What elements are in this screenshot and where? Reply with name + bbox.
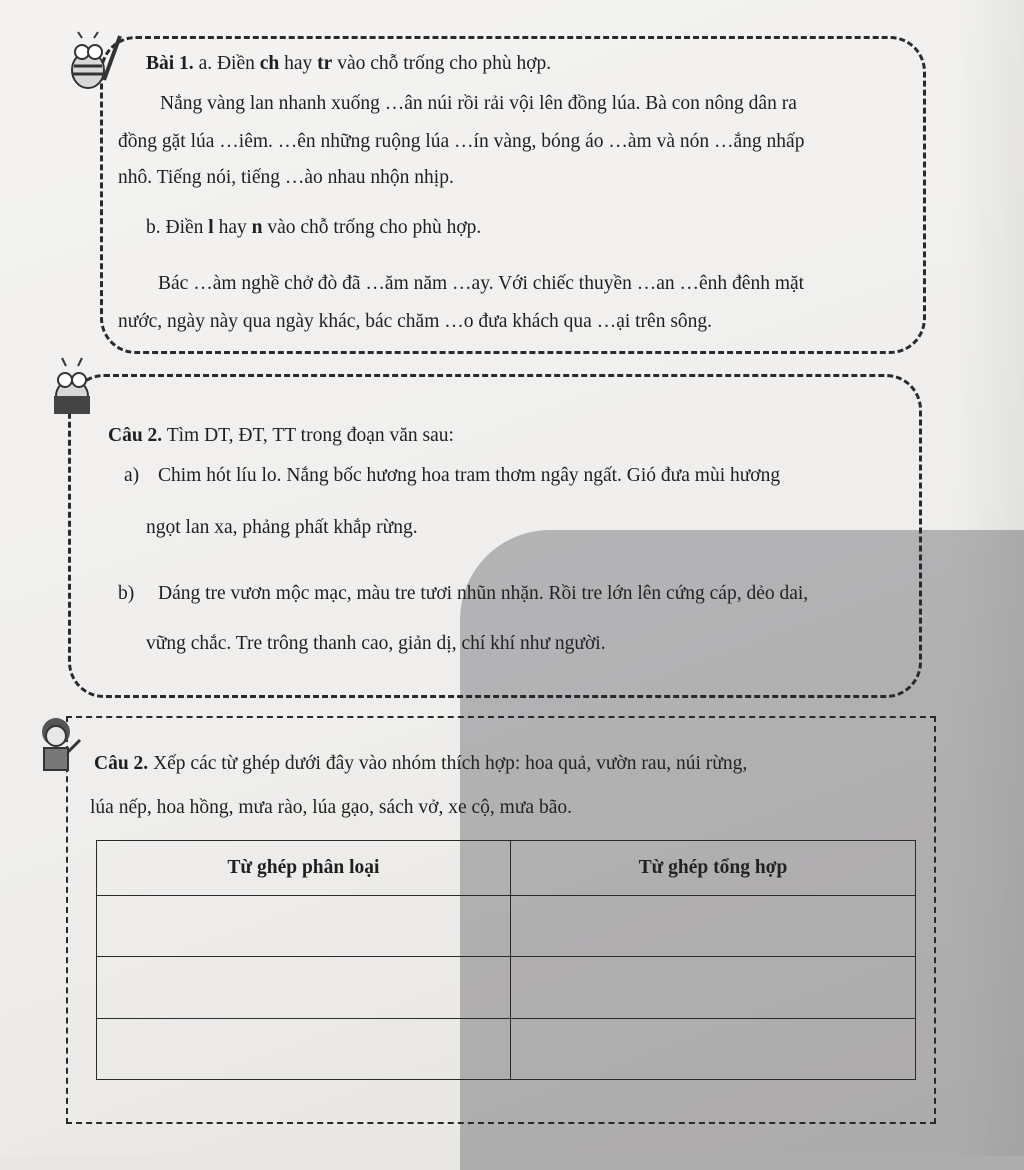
exercise-1b-heading: b. Điền l hay n vào chỗ trống cho phù hợp. bbox=[146, 217, 482, 238]
exercise-3-heading: Câu 2. Xếp các từ ghép dưới đây vào nhóm thích hợp: hoa quả, vườn rau, núi rừng, bbox=[94, 753, 748, 774]
bee-mascot-icon bbox=[58, 30, 122, 94]
exercise-2-heading: Câu 2. Tìm DT, ĐT, TT trong đoạn văn sau: bbox=[108, 425, 454, 446]
item-a-line: Chim hót líu lo. Nắng bốc hương hoa tram thơm ngây ngất. Gió đưa mùi hương bbox=[158, 465, 781, 486]
answer-cell[interactable] bbox=[510, 896, 915, 957]
exercise-1b-line: nước, ngày này qua ngày khác, bác chăm …o đưa khách qua …ại trên sông. bbox=[118, 311, 713, 332]
student-mascot-icon bbox=[26, 712, 90, 776]
exercise-3-word-list: lúa nếp, hoa hồng, mưa rào, lúa gạo, sách vở, xe cộ, mưa bão. bbox=[90, 797, 572, 818]
answer-cell[interactable] bbox=[97, 957, 511, 1018]
item-a-line: ngọt lan xa, phảng phất khắp rừng. bbox=[146, 517, 418, 538]
item-b-label: b) bbox=[118, 583, 135, 604]
exercise-1a-line: đồng gặt lúa …iêm. …ên những ruộng lúa …ín vàng, bóng áo …àm và nón …ắng nhấp bbox=[118, 131, 805, 152]
item-a-label: a) bbox=[124, 465, 140, 486]
exercise-1a-line: Nắng vàng lan nhanh xuống …ân núi rồi rải vội lên đồng lúa. Bà con nông dân ra bbox=[160, 93, 797, 114]
paper-edge bbox=[954, 0, 1024, 1156]
answer-cell[interactable] bbox=[510, 1018, 915, 1079]
exercise-1b-line: Bác …àm nghề chở đò đã …ăm năm …ay. Với chiếc thuyền …an …ênh đênh mặt bbox=[158, 273, 805, 294]
column-header-general: Từ ghép tổng hợp bbox=[510, 841, 915, 896]
exercise-1-frame bbox=[100, 36, 926, 354]
column-header-classifying: Từ ghép phân loại bbox=[97, 841, 511, 896]
item-b-line: vững chắc. Tre trông thanh cao, giản dị, chí khí như người. bbox=[146, 633, 606, 654]
answer-cell[interactable] bbox=[510, 957, 915, 1018]
answer-cell[interactable] bbox=[97, 1018, 511, 1079]
item-b-line: Dáng tre vươn mộc mạc, màu tre tươi nhũn nhặn. Rồi tre lớn lên cứng cáp, dẻo dai, bbox=[158, 583, 809, 604]
exercise-1-heading: Bài 1. a. Điền ch hay tr vào chỗ trống cho phù hợp. bbox=[146, 53, 552, 74]
word-sorting-table bbox=[96, 840, 916, 1080]
answer-cell[interactable] bbox=[97, 896, 511, 957]
exercise-1a-line: nhô. Tiếng nói, tiếng …ào nhau nhộn nhịp. bbox=[118, 167, 454, 188]
bee-reading-icon bbox=[40, 356, 104, 420]
